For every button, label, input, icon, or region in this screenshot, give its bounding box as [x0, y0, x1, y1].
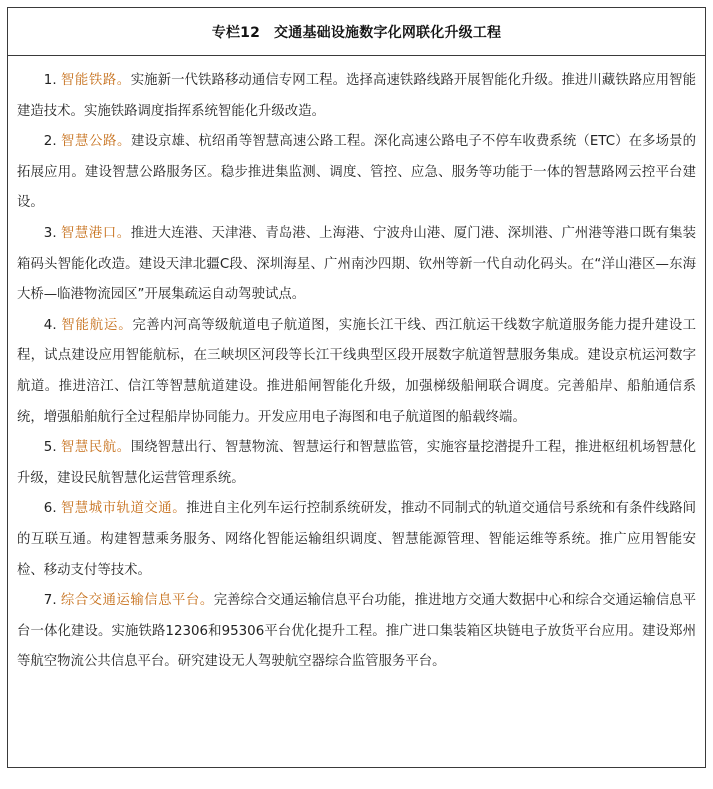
item-number: 7. [43, 593, 57, 609]
item-heading: 智慧民航 [60, 440, 117, 456]
column-title: 交通基础设施数字化网联化升级工程 [274, 24, 502, 41]
item-text: 围绕智慧出行、智慧物流、智慧运行和智慧监管，实施容量挖潜提升工程，推进枢纽机场智慧化升级，建设民航智慧化运营管理系统。 [17, 440, 696, 486]
item-heading: 智慧公路 [60, 134, 117, 150]
item-number: 4. [43, 317, 57, 333]
item-text: 完善内河高等级航道电子航道图，实施长江干线、西江航运干线数字航道服务能力提升建设工程，试点建设应用智能航标，在三峡坝区河段等长江干线典型区段开展数字航道智慧服务集成。建设京杭运河数字航道。推进涪江、信江等智慧航道建设。推进船闸智能化升级，加强梯级船闸联合调度。完善船岸、船舶通信系统，增强船舶航行全过程船岸协同能力。开发应用电子海图和电子航道图的船载终端。 [17, 317, 697, 425]
item-heading: 智能航运 [61, 317, 119, 333]
list-item-intelligent-railway: 1. 智能铁路。实施新一代铁路移动通信专网工程。选择高速铁路线路开展智能化升级。推进川藏铁路应用智能建造技术。实施铁路调度指挥系统智能化升级改造。 [17, 73, 696, 119]
list-item-smart-civil-aviation: 5. 智慧民航。围绕智慧出行、智慧物流、智慧运行和智慧监管，实施容量挖潜提升工程，推进枢纽机场智慧化升级，建设民航智慧化运营管理系统。 [17, 440, 696, 486]
item-heading: 智能铁路 [60, 73, 117, 88]
list-item-transport-info-platform: 7. 综合交通运输信息平台。完善综合交通运输信息平台功能，推进地方交通大数据中心和综合交通运输信息平台一体化建设。实施铁路12306和95306平台优化提升工程。推广进口集装箱区块链电子放货平台应用。建设郑州等航空物流公共信息平台。研究建设无人驾驶航空器综合监管服务平台。 [17, 593, 696, 670]
item-number: 3. [43, 225, 57, 241]
item-heading: 综合交通运输信息平台 [60, 593, 200, 609]
item-text: 建设京雄、杭绍甬等智慧高速公路工程。深化高速公路电子不停车收费系统（ETC）在多场景的拓展应用。建设智慧公路服务区。稳步推进集监测、调度、管控、应急、服务等功能于一体的智慧路网云控平台建设。 [17, 134, 697, 211]
item-heading: 智慧城市轨道交通 [60, 501, 173, 517]
column-box [7, 7, 706, 768]
item-number: 1. [43, 73, 57, 88]
list-item-intelligent-shipping: 4. 智能航运。完善内河高等级航道电子航道图，实施长江干线、西江航运干线数字航道服务能力提升建设工程，试点建设应用智能航标，在三峡坝区河段等长江干线典型区段开展数字航道智慧服务集成。建设京杭运河数字航道。推进涪江、信江等智慧航道建设。推进船闸智能化升级，加强梯级船闸联合调度。完善船岸、船舶通信系统，增强船舶航行全过程船岸协同能力。开发应用电子海图和电子航道图的船载终端。 [17, 317, 697, 425]
item-text: 推进自主化列车运行控制系统研发，推动不同制式的轨道交通信号系统和有条件线路间的互联互通。构建智慧乘务服务、网络化智能运输组织调度、智慧能源管理、智能运维等系统。推广应用智能安检、移动支付等技术。 [17, 501, 697, 578]
list-item-smart-highway: 2. 智慧公路。建设京雄、杭绍甬等智慧高速公路工程。深化高速公路电子不停车收费系统（ETC）在多场景的拓展应用。建设智慧公路服务区。稳步推进集监测、调度、管控、应急、服务等功能于一体的智慧路网云控平台建设。 [17, 134, 697, 211]
list-item-smart-port: 3. 智慧港口。推进大连港、天津港、青岛港、上海港、宁波舟山港、厦门港、深圳港、广州港等港口既有集装箱码头智能化改造。建设天津北疆C段、深圳海星、广州南沙四期、钦州等新一代自动化码头。在“洋山港区—东海大桥—临港物流园区”开展集疏运自动驾驶试点。 [17, 225, 696, 303]
list-item-smart-urban-rail: 6. 智慧城市轨道交通。推进自主化列车运行控制系统研发，推动不同制式的轨道交通信号系统和有条件线路间的互联互通。构建智慧乘务服务、网络化智能运输组织调度、智慧能源管理、智能运维等系统。推广应用智能安检、移动支付等技术。 [17, 501, 697, 578]
item-number: 2. [43, 134, 57, 150]
column-header [8, 8, 705, 56]
item-number: 6. [43, 501, 57, 517]
column-number: 专栏12 [211, 24, 261, 41]
item-text: 完善综合交通运输信息平台功能，推进地方交通大数据中心和综合交通运输信息平台一体化建设。实施铁路12306和95306平台优化提升工程。推广进口集装箱区块链电子放货平台应用。建设郑州等航空物流公共信息平台。研究建设无人驾驶航空器综合监管服务平台。 [17, 593, 696, 670]
item-heading: 智慧港口 [60, 225, 117, 241]
column-body [8, 56, 705, 767]
item-text: 实施新一代铁路移动通信专网工程。选择高速铁路线路开展智能化升级。推进川藏铁路应用智能建造技术。实施铁路调度指挥系统智能化升级改造。 [17, 73, 696, 119]
item-number: 5. [43, 440, 57, 456]
item-text: 推进大连港、天津港、青岛港、上海港、宁波舟山港、厦门港、深圳港、广州港等港口既有集装箱码头智能化改造。建设天津北疆C段、深圳海星、广州南沙四期、钦州等新一代自动化码头。在“洋山港区—东海大桥—临港物流园区”开展集疏运自动驾驶试点。 [17, 225, 696, 303]
